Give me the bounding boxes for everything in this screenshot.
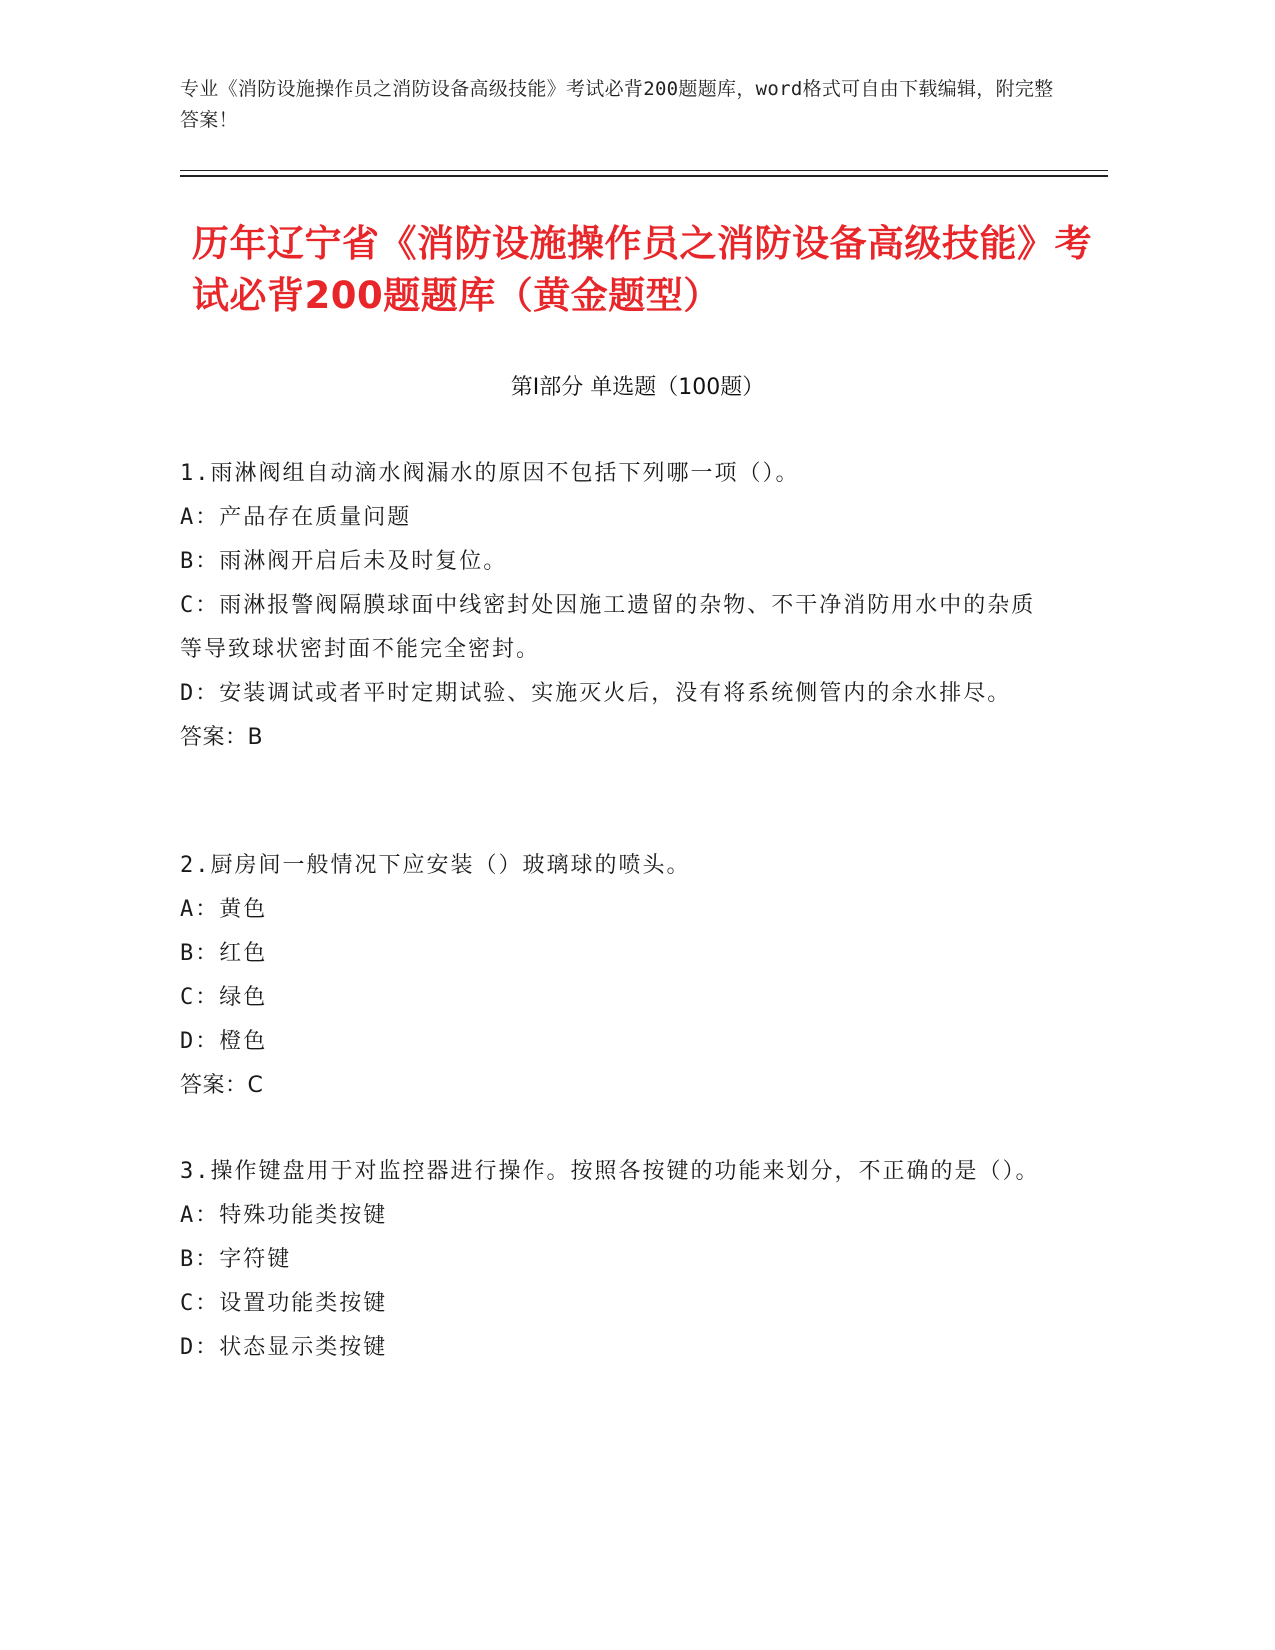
option-c: C：绿色 xyxy=(180,985,268,1010)
option-d: D：安装调试或者平时定期试验、实施灭火后，没有将系统侧管内的余水排尽。 xyxy=(180,681,1012,706)
option-c: C：雨淋报警阀隔膜球面中线密封处因施工遗留的杂物、不干净消防用水中的杂质等导致球状密封面不能完全密封。 xyxy=(180,593,1036,662)
option-b: B：雨淋阀开启后未及时复位。 xyxy=(180,549,508,574)
question-stem: 3.操作键盘用于对监控器进行操作。按照各按键的功能来划分，不正确的是（）。 xyxy=(180,1159,1040,1184)
document-title: 历年辽宁省《消防设施操作员之消防设备高级技能》考试必背200题题库（黄金题型） xyxy=(192,222,1092,317)
document-header-note: 专业《消防设施操作员之消防设备高级技能》考试必背200题题库，word格式可自由下载编辑，附完整答案！ xyxy=(180,78,1054,131)
header-divider-thick xyxy=(180,175,1108,177)
option-a: A：产品存在质量问题 xyxy=(180,505,412,530)
option-c: C：设置功能类按键 xyxy=(180,1291,388,1316)
option-a: A：黄色 xyxy=(180,897,268,922)
answer-label: 答案：B xyxy=(180,725,264,750)
header-divider-thin xyxy=(180,170,1108,171)
option-d: D：橙色 xyxy=(180,1029,268,1054)
question-stem: 1.雨淋阀组自动滴水阀漏水的原因不包括下列哪一项（）。 xyxy=(180,461,800,486)
question-block-3 xyxy=(180,1150,1040,1370)
option-d: D：状态显示类按键 xyxy=(180,1335,388,1360)
answer-label: 答案：C xyxy=(180,1073,264,1098)
question-block-1 xyxy=(180,452,1040,760)
option-b: B：字符键 xyxy=(180,1247,292,1272)
option-a: A：特殊功能类按键 xyxy=(180,1203,388,1228)
section-heading: 第I部分 单选题（100题） xyxy=(510,375,765,400)
question-block-2 xyxy=(180,844,1040,1108)
question-stem: 2.厨房间一般情况下应安装（）玻璃球的喷头。 xyxy=(180,853,691,878)
option-b: B：红色 xyxy=(180,941,268,966)
